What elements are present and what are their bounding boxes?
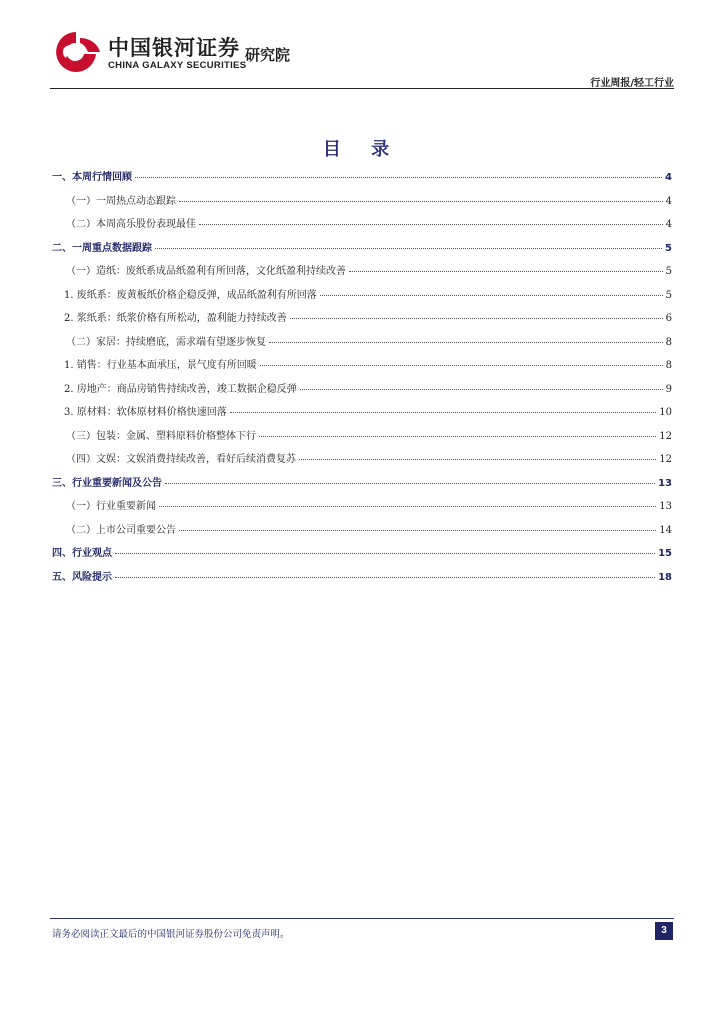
toc-leader: [115, 577, 655, 578]
toc-entry-page: 13: [658, 477, 672, 489]
toc-entry-text: 1. 废纸系：废黄板纸价格企稳反弹，成品纸盈利有所回落: [64, 289, 317, 301]
toc-entry-page: 6: [665, 313, 672, 324]
toc-leader: [259, 436, 656, 437]
galaxy-logo-icon: [50, 30, 102, 74]
toc-leader: [300, 389, 663, 390]
toc-entry-page: 4: [665, 195, 672, 207]
page-number-badge: 3: [655, 922, 673, 940]
toc-leader: [155, 248, 662, 249]
toc-entry[interactable]: [52, 309, 672, 333]
footer-divider: [50, 918, 674, 919]
toc-entry[interactable]: [52, 497, 672, 521]
toc-entry[interactable]: [52, 192, 672, 216]
toc-entry-page: 5: [665, 289, 672, 301]
toc-entry[interactable]: [52, 239, 672, 263]
toc-entry-text: （三）包装：金属、塑料原料价格整体下行: [66, 430, 256, 442]
toc-entry-text: （一）造纸：废纸系成品纸盈利有所回落，文化纸盈利持续改善: [66, 266, 346, 277]
toc-entry[interactable]: [52, 215, 672, 239]
toc-entry-text: 三、行业重要新闻及公告: [52, 477, 162, 489]
toc-leader: [115, 553, 655, 554]
page-header: [50, 26, 674, 90]
toc-entry-text: 1. 销售：行业基本面承压，景气度有所回暖: [64, 360, 257, 371]
toc-leader: [179, 201, 663, 202]
toc-leader: [199, 224, 663, 225]
toc-entry-text: 2. 房地产：商品房销售持续改善，竣工数据企稳反弹: [64, 383, 297, 395]
toc-leader: [290, 318, 663, 319]
toc-leader: [260, 365, 663, 366]
toc-entry[interactable]: [52, 544, 672, 568]
institute-label: 研究院: [245, 46, 291, 64]
toc-entry-page: 9: [665, 383, 672, 395]
toc-leader: [269, 342, 663, 343]
toc-entry[interactable]: [52, 568, 672, 592]
toc-entry-page: 18: [658, 571, 672, 583]
toc-entry-text: （二）本周高乐股份表现最佳: [66, 219, 196, 230]
toc-entry-text: （二）家居：持续磨底，需求端有望逐步恢复: [66, 336, 266, 348]
toc-entry-page: 4: [665, 219, 672, 230]
toc-entry-text: 一、本周行情回顾: [52, 172, 132, 183]
toc-entry-text: （四）文娱：文娱消费持续改善，看好后续消费复苏: [66, 454, 296, 465]
toc-entry-page: 12: [659, 454, 672, 465]
toc-leader: [230, 412, 657, 413]
toc-entry-text: （一）一周热点动态跟踪: [66, 195, 176, 207]
toc-entry-text: 2. 浆纸系：纸浆价格有所松动，盈利能力持续改善: [64, 313, 287, 324]
toc-entry-page: 8: [665, 360, 672, 371]
toc-entry-page: 15: [658, 548, 672, 559]
toc-entry-page: 10: [659, 407, 672, 418]
toc-entry[interactable]: [52, 474, 672, 498]
toc-entry[interactable]: [52, 286, 672, 310]
report-type: 行业周报/轻工行业: [590, 78, 674, 89]
toc-entry-text: 3. 原材料：软体原材料价格快速回落: [64, 407, 227, 418]
toc-entry-page: 12: [659, 430, 672, 442]
toc-entry[interactable]: [52, 521, 672, 545]
toc-entry-text: 四、行业观点: [52, 548, 112, 559]
toc-entry-page: 8: [665, 336, 672, 348]
toc-entry[interactable]: [52, 262, 672, 286]
toc-entry[interactable]: [52, 356, 672, 380]
toc-entry[interactable]: [52, 450, 672, 474]
toc-leader: [299, 459, 656, 460]
toc-leader: [165, 483, 655, 484]
toc-entry[interactable]: [52, 333, 672, 357]
toc-entry-page: 4: [665, 172, 672, 183]
toc-entry-text: （一）行业重要新闻: [66, 501, 156, 512]
logo-english-name: CHINA GALAXY SECURITIES: [108, 60, 247, 71]
toc-leader: [179, 530, 656, 531]
toc-entry[interactable]: [52, 403, 672, 427]
toc-entry[interactable]: [52, 168, 672, 192]
toc-entry-page: 5: [665, 242, 672, 254]
toc-entry-text: 五、风险提示: [52, 571, 112, 583]
toc-leader: [135, 177, 662, 178]
toc-leader: [159, 506, 656, 507]
table-of-contents: [52, 168, 672, 591]
toc-entry-page: 14: [659, 524, 672, 536]
toc-leader: [320, 295, 663, 296]
toc-entry[interactable]: [52, 427, 672, 451]
toc-title: 目 录: [322, 139, 402, 160]
logo-chinese-name: 中国银河证券: [108, 36, 240, 60]
toc-entry[interactable]: [52, 380, 672, 404]
toc-leader: [349, 271, 663, 272]
toc-entry-text: （二）上市公司重要公告: [66, 524, 176, 536]
toc-entry-page: 13: [659, 501, 672, 512]
toc-entry-text: 二、一周重点数据跟踪: [52, 242, 152, 254]
header-divider: [50, 88, 674, 89]
footer-disclaimer: 请务必阅读正文最后的中国银河证券股份公司免责声明。: [52, 929, 290, 940]
toc-entry-page: 5: [665, 266, 672, 277]
